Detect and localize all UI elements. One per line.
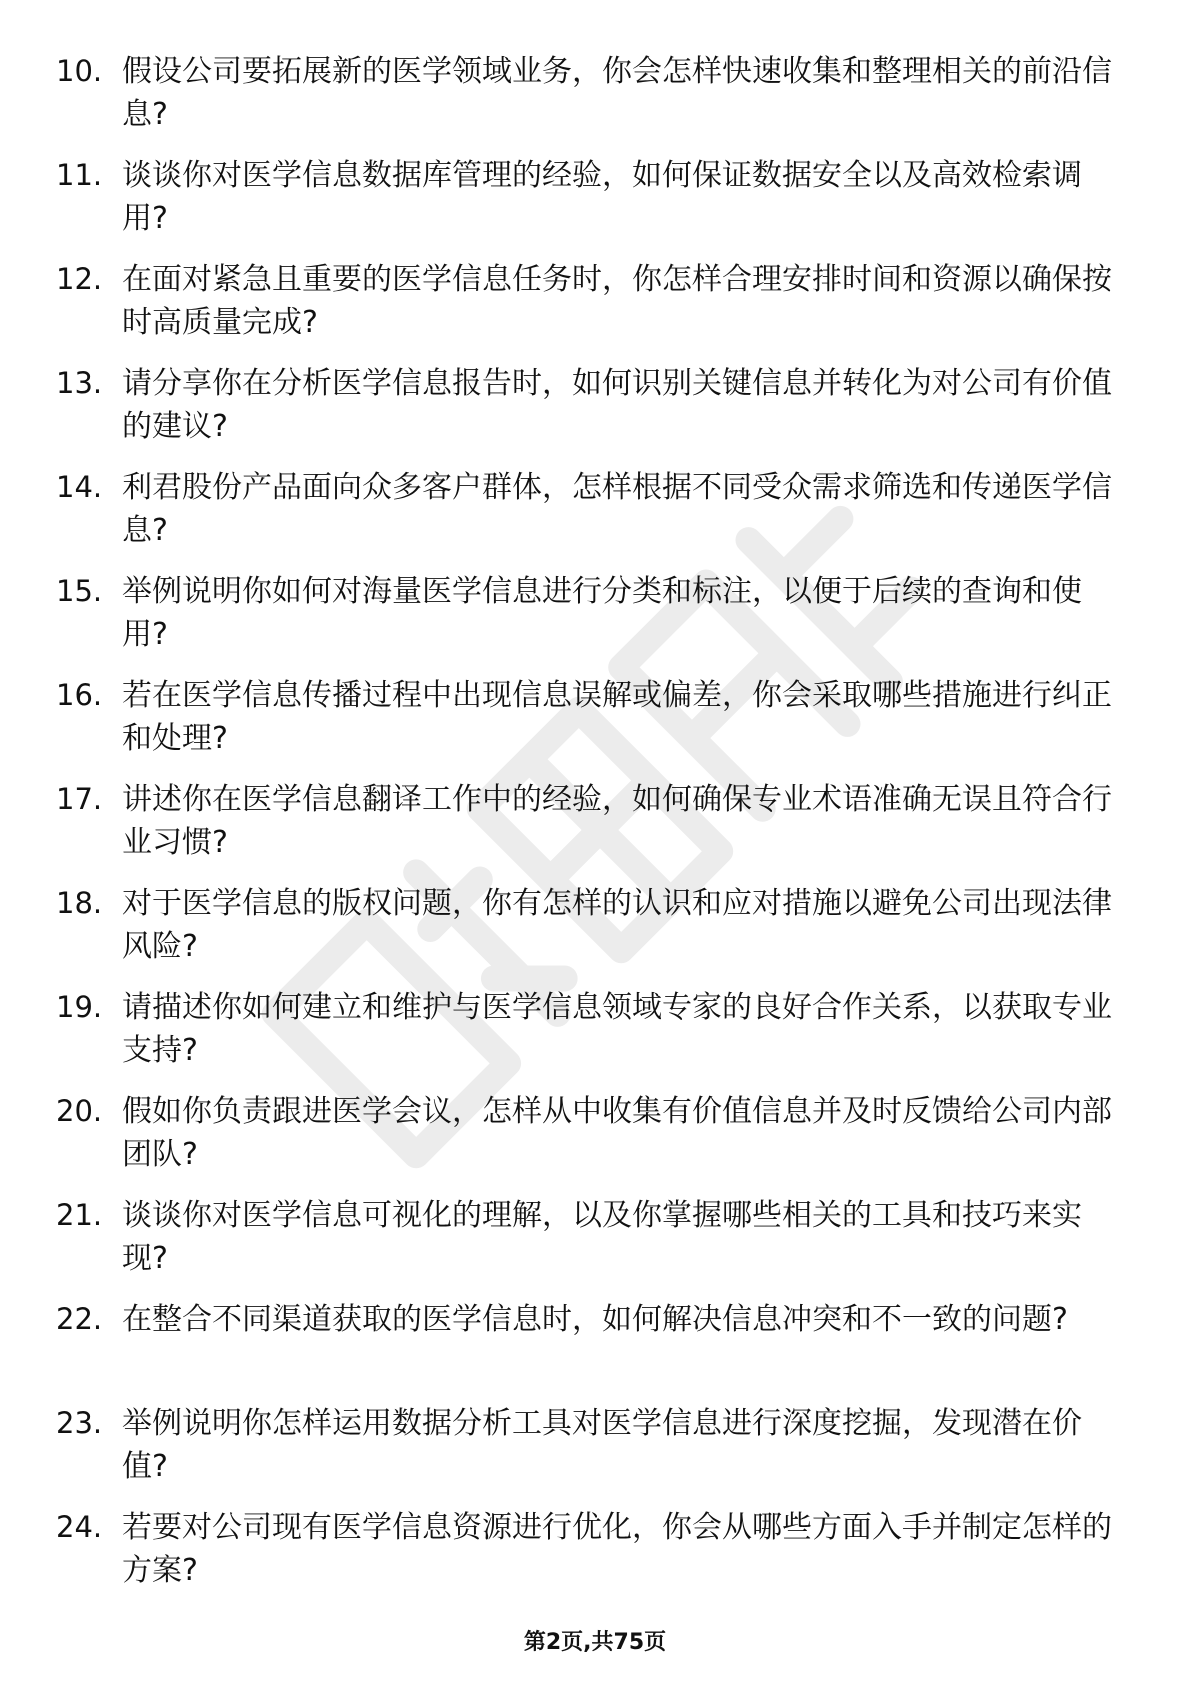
question-item: [56, 362, 1116, 466]
question-text: 在整合不同渠道获取的医学信息时，如何解决信息冲突和不一致的问题?: [122, 1302, 1068, 1337]
question-item: [56, 1194, 1116, 1298]
question-item: [56, 1090, 1116, 1194]
question-item: [56, 570, 1116, 674]
question-text: 请描述你如何建立和维护与医学信息领域专家的良好合作关系，以获取专业支持?: [122, 990, 1112, 1068]
question-item: [56, 778, 1116, 882]
question-text: 在面对紧急且重要的医学信息任务时，你怎样合理安排时间和资源以确保按时高质量完成?: [122, 262, 1112, 340]
question-item: [56, 1298, 1116, 1402]
question-list: [56, 50, 1116, 1610]
question-number: 24.: [56, 1510, 103, 1544]
question-text: 假设公司要拓展新的医学领域业务，你会怎样快速收集和整理相关的前沿信息?: [122, 54, 1112, 132]
question-number: 19.: [56, 990, 103, 1024]
question-text: 若要对公司现有医学信息资源进行优化，你会从哪些方面入手并制定怎样的方案?: [122, 1510, 1112, 1588]
question-number: 14.: [56, 470, 103, 504]
question-text: 对于医学信息的版权问题，你有怎样的认识和应对措施以避免公司出现法律风险?: [122, 886, 1112, 964]
question-item: [56, 1402, 1116, 1506]
question-item: [56, 674, 1116, 778]
question-text: 假如你负责跟进医学会议，怎样从中收集有价值信息并及时反馈给公司内部团队?: [122, 1094, 1112, 1172]
question-number: 10.: [56, 54, 103, 88]
question-item: [56, 986, 1116, 1090]
question-text: 利君股份产品面向众多客户群体，怎样根据不同受众需求筛选和传递医学信息?: [122, 470, 1112, 548]
question-item: [56, 882, 1116, 986]
question-item: [56, 154, 1116, 258]
question-text: 举例说明你如何对海量医学信息进行分类和标注，以便于后续的查询和使用?: [122, 574, 1082, 652]
question-text: 举例说明你怎样运用数据分析工具对医学信息进行深度挖掘，发现潜在价值?: [122, 1406, 1082, 1484]
question-number: 20.: [56, 1094, 103, 1128]
question-item: [56, 258, 1116, 362]
question-number: 21.: [56, 1198, 103, 1232]
question-item: [56, 50, 1116, 154]
question-text: 谈谈你对医学信息可视化的理解，以及你掌握哪些相关的工具和技巧来实现?: [122, 1198, 1082, 1276]
question-number: 18.: [56, 886, 103, 920]
question-text: 谈谈你对医学信息数据库管理的经验，如何保证数据安全以及高效检索调用?: [122, 158, 1082, 236]
question-number: 13.: [56, 366, 103, 400]
question-text: 讲述你在医学信息翻译工作中的经验，如何确保专业术语准确无误且符合行业习惯?: [122, 782, 1112, 860]
question-number: 23.: [56, 1406, 103, 1440]
question-number: 22.: [56, 1302, 103, 1336]
page-footer: 第2页,共75页: [523, 1630, 667, 1655]
question-text: 请分享你在分析医学信息报告时，如何识别关键信息并转化为对公司有价值的建议?: [122, 366, 1112, 444]
question-number: 11.: [56, 158, 103, 192]
question-item: [56, 1506, 1116, 1610]
question-number: 16.: [56, 678, 103, 712]
question-item: [56, 466, 1116, 570]
question-text: 若在医学信息传播过程中出现信息误解或偏差，你会采取哪些措施进行纠正和处理?: [122, 678, 1112, 756]
question-number: 12.: [56, 262, 103, 296]
question-number: 15.: [56, 574, 103, 608]
question-number: 17.: [56, 782, 103, 816]
